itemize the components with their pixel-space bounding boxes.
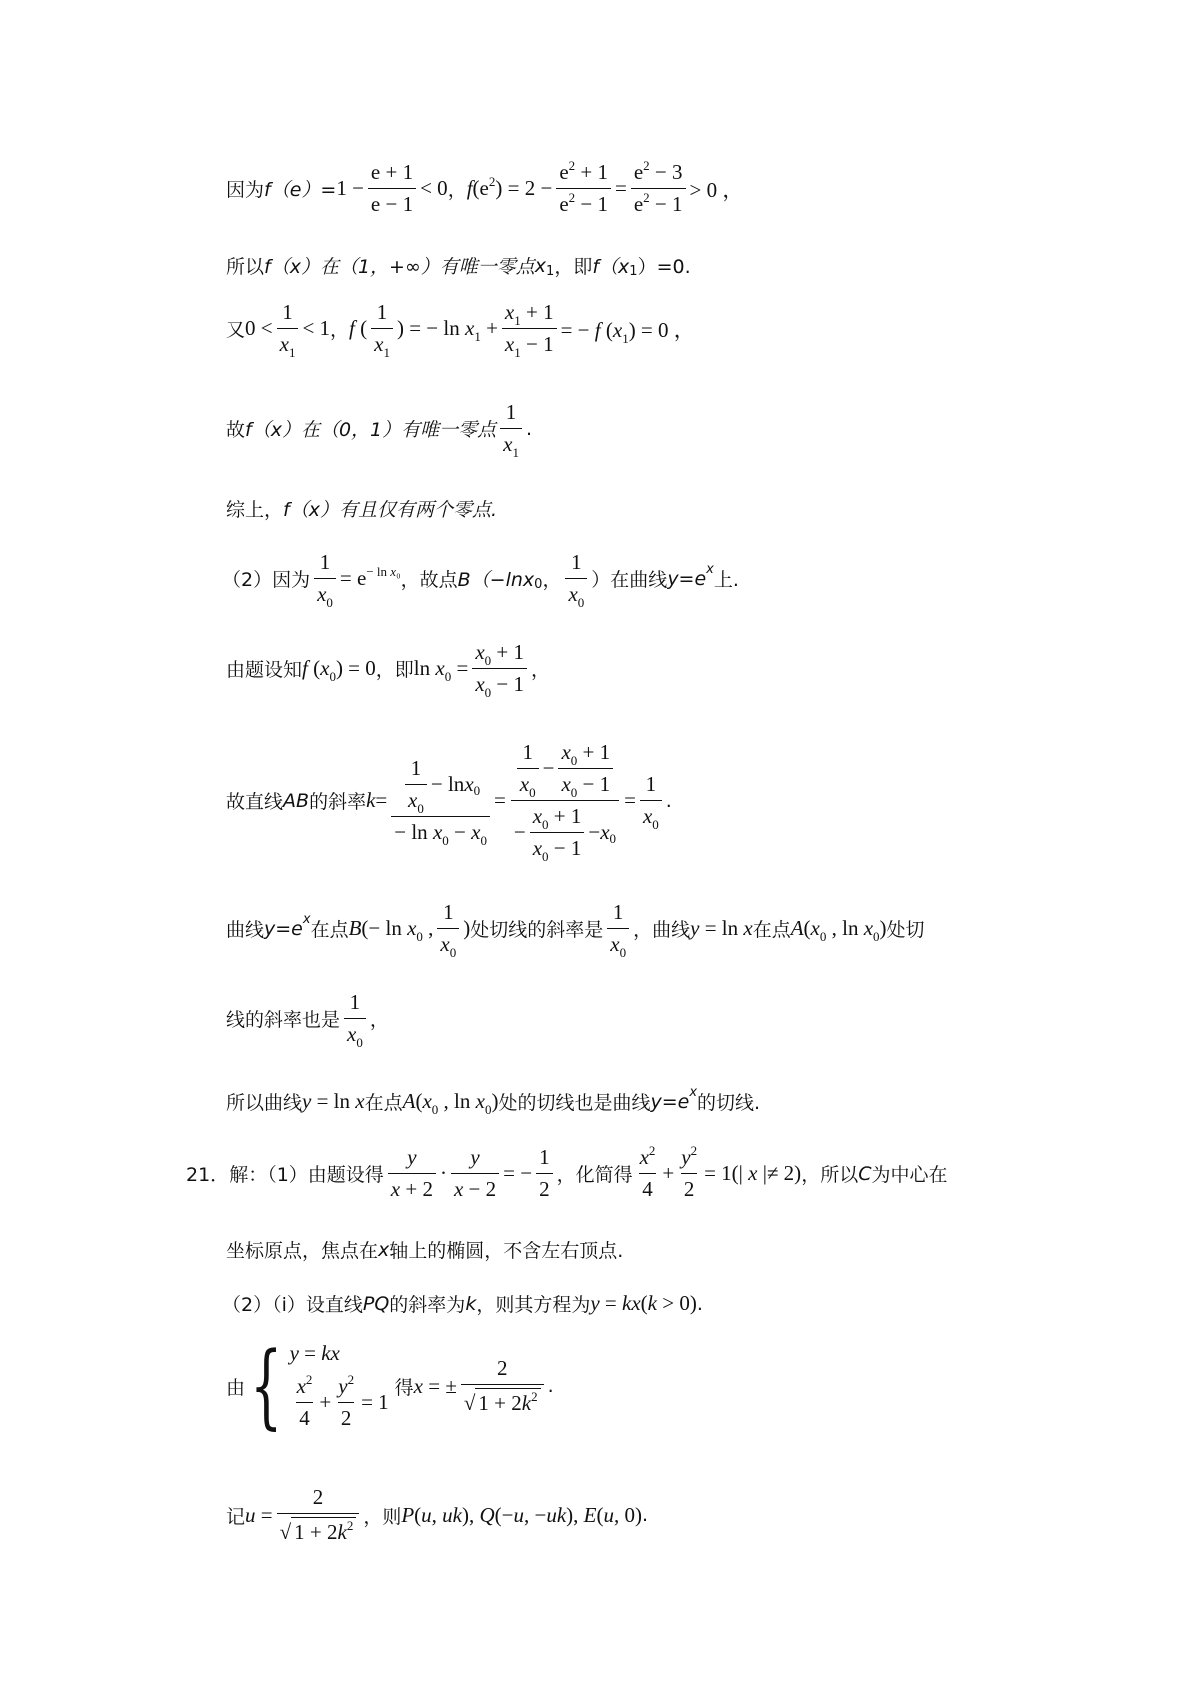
text: 综上， [226, 499, 284, 521]
line-7: 由题设知 f $(x_0) = 0$ ，即 $\ln x_0$ = $\frac{x_0 + 1}{x_0 - 1}$ ， [226, 640, 550, 700]
text: ，则 [363, 1505, 402, 1528]
fraction: $\frac{x^2}{4}$ [639, 1143, 656, 1201]
fraction: $\frac{1}{x_0}$ [565, 550, 587, 607]
text: ，曲线 [633, 919, 691, 941]
text: 故直线 [226, 791, 284, 813]
line-16: 记 u = 2 √ $1 + 2k^2$ ，则 P(u, uk), Q(−u, −uk), E(u, 0) . [226, 1485, 649, 1544]
text: . [525, 417, 533, 440]
fraction: $\frac{1}{x_0}$ [640, 772, 662, 829]
text: f（x）在（1，+∞）有唯一零点 [264, 256, 535, 278]
fraction: $\frac{1}{x_0}$ − ln x 0 − $\ln x_0 - x_0$ [391, 756, 490, 845]
text: （2）（i）设直线 [222, 1294, 363, 1316]
text: ）在曲线 [591, 569, 668, 591]
text: 得 [394, 1376, 414, 1399]
subscript: 1 [546, 264, 555, 279]
text: f（x）有且仅有两个零点. [283, 499, 497, 521]
text: ）=0. [637, 256, 691, 278]
line-10 [226, 990, 389, 1050]
line-11: 所以曲线 y = ln x 在点 $A(x_0$ , $\ln x_0$) 处的切线也是曲线 y=e x 的切线. [226, 1085, 761, 1117]
fraction: $\frac{y}{x - 2}$ [451, 1145, 499, 1202]
text: ，故点 [400, 569, 458, 591]
fraction: $\frac{1}{x_0}$ [344, 990, 366, 1047]
brace: { [250, 1332, 283, 1439]
line-1: 因为 f（e）= 1 − $\frac{e + 1}{e - 1}$ < 0 ， $f(e^2) = 2$ − $\frac{e^2 + 1}{e^2 - 1}$ = $\frac{e^2 - 3}{e^2 - 1}$ > 0 ， [226, 158, 744, 216]
text: 轴上的椭圆，不含左右顶点. [389, 1240, 624, 1262]
text: ， [330, 319, 350, 341]
text: 上. [713, 569, 739, 591]
text: 为中心在 [871, 1164, 948, 1186]
text: . [547, 1375, 554, 1397]
text: C [858, 1162, 872, 1185]
fraction: $\frac{1}{x_1}$ [277, 300, 299, 357]
text: ， [542, 569, 562, 591]
text: 由题设知 [226, 659, 303, 681]
superscript: x [302, 912, 311, 927]
text: k [465, 1292, 477, 1315]
line-9: 曲线 y=e x 在点 $B(- \ln x_0$ , $\frac{1}{x_0}$ ) 处切线的斜率是 $\frac{1}{x_0}$ ，曲线 y = ln x 在点 $A(x_0$ , $\ln x_0$) 处切 [226, 900, 925, 960]
text: 由 [226, 1376, 246, 1399]
text: 因为 [226, 179, 265, 201]
fraction: $\frac{1}{2}$ [536, 1145, 553, 1202]
text: 记 [226, 1505, 246, 1528]
text: . [696, 1292, 703, 1315]
text: PQ [362, 1292, 390, 1315]
text: 的斜率 [309, 791, 367, 813]
text: B（−lnx [457, 569, 535, 591]
fraction: $\frac{1}{x_1}$ [371, 300, 393, 357]
fraction: 2 √ $1 + 2k^2$ [277, 1485, 360, 1545]
text: ， [530, 659, 550, 681]
fraction: $\frac{1}{x_0}$ [314, 550, 336, 607]
equation-system: y = kx $\frac{x^2}{4}$ + $\frac{y^2}{2}$ = 1 [289, 1341, 389, 1430]
text: 在点 [310, 919, 349, 941]
line-15: 由 { y = kx $\frac{x^2}{4}$ + $\frac{y^2}{2}$ = 1 得 x = ± 2 √ $1 + 2k^2$ . [226, 1332, 554, 1439]
formula: $f(e^2) = 2$ − [466, 174, 553, 200]
line-12: 21． 解：（1）由题设得 $\frac{y}{x + 2}$ · $\frac{y}{x - 2}$ = − $\frac{1}{2}$ ，化简得 $\frac{x^2}{4}$ + $\frac{y^2}{2}$ = 1(| x |≠ 2) ，所以 C 为中心在 [186, 1143, 948, 1201]
line-13 [226, 1236, 623, 1263]
fraction: $\frac{1}{x_0}$ − $\frac{x_0 + 1}{x_0 - 1}$ − $\frac{x_0 + 1}{x_0 - 1}$ − x 0 [510, 740, 620, 861]
text: （2）因为 [222, 569, 311, 591]
text: 曲线 [226, 919, 265, 941]
subscript: 0 [534, 577, 543, 592]
text: 在点 [364, 1092, 403, 1114]
fraction: $\frac{e^2 + 1}{e^2 - 1}$ [556, 160, 611, 217]
formula: 1 − [336, 176, 364, 200]
text: ，即 [375, 659, 414, 681]
text: f（x）在（0，1）有唯一零点 [245, 419, 497, 441]
text: x [534, 254, 547, 277]
text: 处的切线也是曲线 [498, 1092, 651, 1114]
superscript: x [689, 1085, 698, 1100]
text: ，化简得 [556, 1164, 633, 1186]
fraction: $\frac{x_1 + 1}{x_1 - 1}$ [502, 300, 557, 357]
text: . [665, 789, 672, 812]
text: ， [369, 1009, 389, 1031]
line-5 [226, 495, 497, 522]
text: y=e [264, 917, 303, 940]
text: 坐标原点，焦点在 [226, 1240, 379, 1262]
superscript: x [706, 562, 714, 577]
text: 所以 [226, 256, 265, 278]
text: 处切线的斜率是 [470, 919, 604, 941]
text: 的切线. [697, 1092, 761, 1114]
line-3: 又 0 < $\frac{1}{x_1}$ < 1 ， f ( $\frac{1}{x_1}$ ) = − $\ln x_1$ + $\frac{x_1 + 1}{x_1 - 1}$ = − f $(x_1) = 0$ ， [226, 300, 695, 360]
fraction: $\frac{e + 1}{e - 1}$ [368, 160, 416, 217]
text: 的斜率为 [389, 1294, 466, 1316]
text: 在点 [752, 919, 791, 941]
text: 处切 [886, 919, 925, 941]
text: 又 [226, 319, 246, 341]
subscript: 1 [629, 264, 638, 279]
fraction: $\frac{1}{x_0}$ [607, 900, 629, 957]
text: y=e [667, 567, 707, 590]
text: AB [283, 789, 310, 812]
text: y=e [650, 1090, 690, 1113]
line-4 [226, 400, 533, 460]
line-6: （2）因为 $\frac{1}{x_0}$ = $e^{- ln x_0}$ ，故点 B（−lnx 0 ， $\frac{1}{x_0}$ ）在曲线 y=e x 上. [222, 550, 739, 610]
fraction: $\frac{e^2 - 3}{e^2 - 1}$ [631, 160, 686, 217]
line-2 [226, 252, 691, 279]
text: k [366, 788, 376, 812]
text: 解：（1）由题设得 [229, 1164, 384, 1186]
text: 故 [226, 419, 246, 441]
text: ，则其方程为 [476, 1294, 591, 1316]
line-8: 故直线 AB 的斜率 k = $\frac{1}{x_0}$ − ln x 0 − $\ln x_0 - x_0$ = $\frac{1}{x_0}$ − $\frac{x_0 + 1}{x_0 - 1}$ − $\frac{x_0 + 1}{x_0 - 1}$ − x 0 = $\frac{1}{x_0}$ . [226, 740, 672, 864]
text: x [378, 1238, 390, 1261]
text: . [642, 1504, 649, 1526]
fraction: $\frac{1}{x_1}$ [500, 400, 522, 457]
text: ， [447, 179, 467, 201]
fraction: $\frac{x_0 + 1}{x_0 - 1}$ [472, 640, 527, 697]
fraction: 2 √ $1 + 2k^2$ [461, 1356, 544, 1416]
text: ，所以 [801, 1164, 859, 1186]
question-number: 21． [186, 1164, 230, 1186]
text: 线的斜率也是 [226, 1009, 341, 1031]
text: f（e）= [264, 179, 337, 201]
text: ，即 [554, 256, 593, 278]
text: f（x [592, 256, 630, 278]
text: 所以曲线 [226, 1092, 303, 1114]
fraction: $\frac{y}{x + 2}$ [388, 1145, 436, 1202]
line-14: （2）（i）设直线 PQ 的斜率为 k ，则其方程为 y = kx(k > 0) . [222, 1291, 703, 1316]
fraction: $\frac{y^2}{2}$ [681, 1143, 698, 1201]
fraction: $\frac{1}{x_0}$ [437, 900, 459, 957]
